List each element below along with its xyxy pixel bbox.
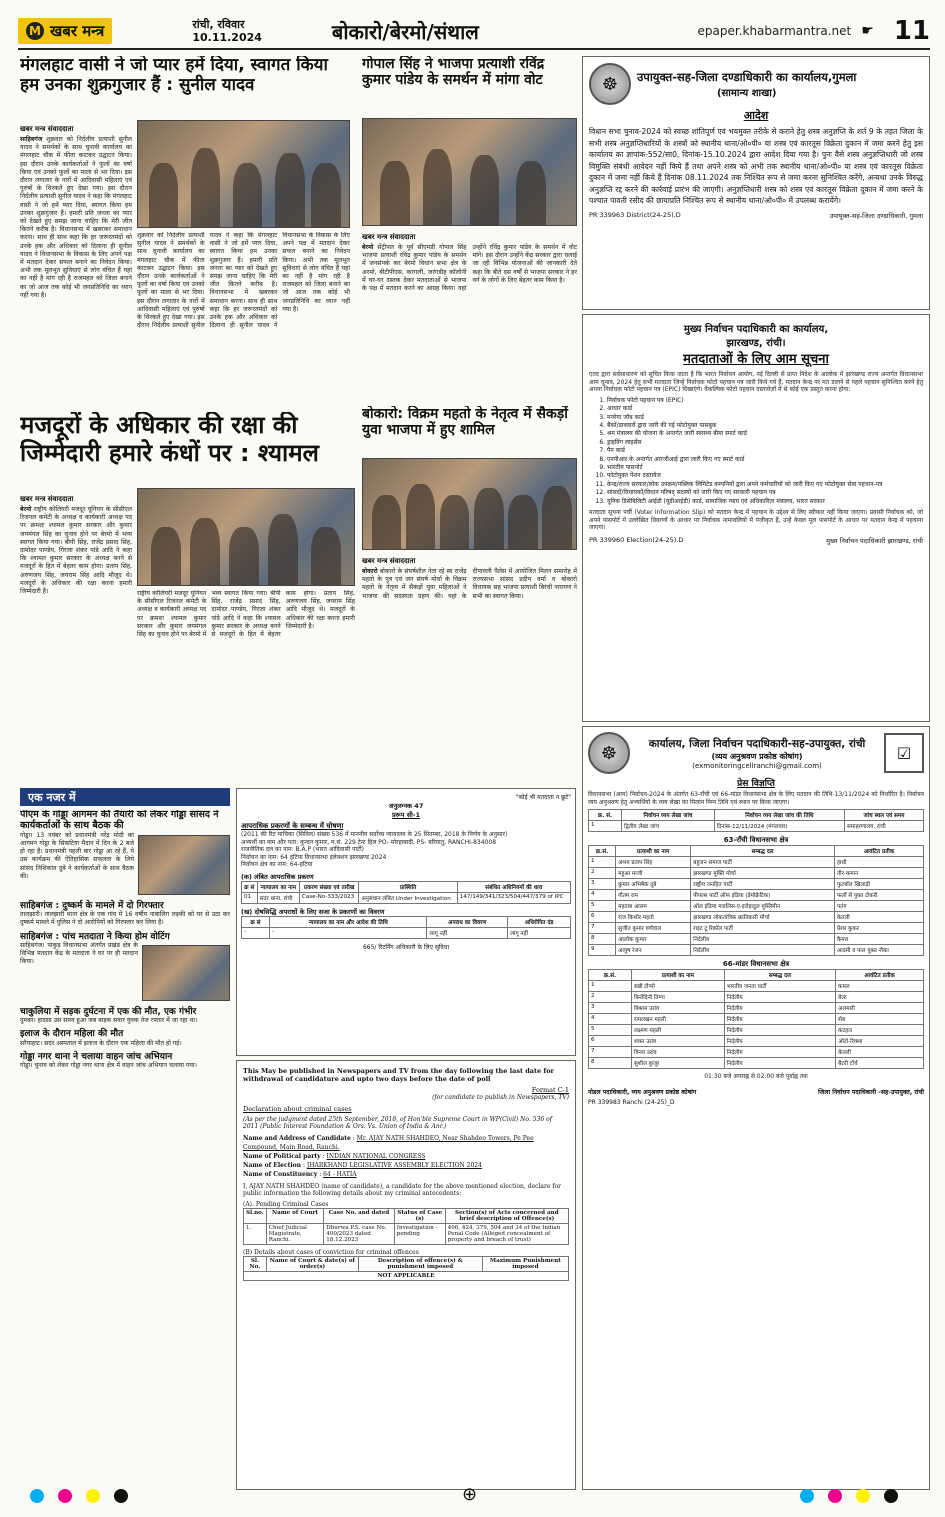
table-cell: सुशील कुजूर [632,1058,725,1069]
table-cell: राज किशोर महतो [616,912,691,923]
nazar-headline[interactable]: साहिबगंज : पांच मतदाता ने किया होम वोटिंग [20,931,170,942]
ceo-documents [607,397,923,506]
ceo-footer: मतदाता सूचना पर्ची (Voter Information Slip) को मतदान केन्द्र में पहचान के उद्देश्य से लिए स्वीकार नहीं किया जाएगा। प्रवासी निर्वाचक को, जो अपने पासपोर्ट में उल्लेखित विवरणों के आधार पर निर्वाचक नामावलियों में पंजीकृत हैं, उन्हें केवल मूल पासपोर्ट के आधार पर मतदान केन्द्र में पहचाना जाएगा। [589,509,923,532]
story1-text [20,122,132,412]
table-cell: निर्दलीय [691,934,835,945]
table-row [242,927,571,938]
ranchi-heading: प्रेस विज्ञप्ति [737,779,775,789]
table-cell: कमल [836,981,924,992]
section-title: बोकारो/बेरमो/संथाल [331,19,479,44]
table-cell: तीर-कमान [834,868,923,879]
table-cell: निर्दलीय [724,1036,836,1047]
ranchi-time-note: 01:30 बजे अपराह्न से 02:00 बजे पूर्वाह्न तक [704,1073,808,1081]
affidavit-table-a-title: (क) लंबित आपराधिक प्रकरण [241,872,314,881]
story1-text-2 [137,232,350,414]
nazar-body: सरैयाहाट। सदर अस्पताल में इलाज के दौरान एक महिला की मौत हो गई। [20,1039,182,1047]
table-cell: निर्दलीय [724,1047,836,1058]
nazar-headline[interactable]: पीएम के गोड्डा आगमन की तैयारी को लेकर गोड्डा सांसद ने कार्यकर्ताओं के साथ बैठक की [20,810,219,831]
table-cell: बिश्राम उरांव [632,1003,725,1014]
table-cell: कुमार अभिषेक दूबे [616,879,691,890]
table-cell: 3 [589,879,616,890]
nazar-item [20,1007,230,1026]
col-header: जांच स्थल एवं समय [845,810,924,821]
affidavit-constituency: निर्वाचन क्षेत्र का नाम: 64-हटिया [241,861,313,869]
nazar-headline[interactable]: गोड्डा नगर थाना ने चलाया वाहन जांच अभियान [20,1052,173,1063]
table-row [589,1025,924,1036]
brand-name: खबर मन्त्र [50,22,105,40]
story3-text-2 [137,590,355,782]
story4-headline-box [362,406,577,458]
nazar-body: गोड्डा। 13 नवंबर को प्रधानमंत्री नरेंद्र मोदी का आगमन गोड्डा के सिकटिया मैदान में दिन के 2 बजे हो रहा है। प्रधानमंत्री पहली बार गोड्डा आ रहे हैं, ये उस कार्यक्रम की ऐतिहासिक सफलता के लिये सांसद निशिकांत दुबे ने कार्यकर्ताओं के साथ बैठक की। [20,831,134,880]
crosshair-icon: ⊕ [462,1484,478,1505]
table-cell: अभय प्रताप सिंह [616,857,691,868]
table-cell: निर्दलीय [724,1058,836,1069]
table-cell: 6 [589,1036,632,1047]
table-cell: झारखण्ड लोकतांत्रिक क्रांतिकारी मोर्चा [691,912,835,923]
brand-icon: M [26,22,44,40]
c1-not-applicable: NOT APPLICABLE [244,1272,569,1281]
table-cell: पतंग [834,901,923,912]
list-item: 6. ड्राइविंग लाइसेंस [607,439,923,447]
story3-headline[interactable]: मजदूरों के अधिकार की रक्षा की जिम्मेदारी हमारे कंधों पर : श्यामल [20,412,319,467]
table-row [589,868,924,879]
c63-table [588,845,924,956]
table-cell: 1. [244,1224,267,1245]
list-item: 3. मनरेगा जॉब कार्ड [607,414,923,422]
affidavit-election: निर्वाचन का नाम: 64 हटिया विधानसभा इलेक्शन झारखण्ड 2024 [241,853,387,861]
affidavit-name: अभ्यर्थी का नाम और पता: कुन्दन कुमार, म.सं. 229 टेन्ट हिल PO- मोरहाबादी, PS- बरियातु, RANCHI-834008 [241,838,497,846]
table-row [589,934,924,945]
c66-table [588,969,924,1069]
table-row [589,992,924,1003]
ranchi-subtitle: (व्यय अनुश्रवण प्रकोष्ठ कोषांग) [711,751,803,761]
affidavit-table-b [241,916,571,939]
table-cell: Case-No-333/2023 [299,892,359,903]
c1-party-label: Name of Political party [243,1153,321,1160]
ranchi-signature-left: नोडल पदाधिकारी, व्यय अनुश्रवण प्रकोष्ठ कोषांग [588,1088,697,1096]
story4-text [362,554,577,782]
table-row [589,945,924,956]
table-cell: भारतीय जनता पार्टी [724,981,836,992]
list-item: 9. भारतीय पासपोर्ट [607,464,923,472]
ranchi-notice [582,726,930,1490]
pointer-icon: ☛ [861,23,874,39]
table-cell: 7 [589,923,616,934]
table-cell: - [270,927,427,938]
list-item: 11. केन्द्र/राज्य सरकार/लोक उपक्रम/पब्लिक लिमिटेड कम्पनियों द्वारा अपने कर्मचारियों को जारी किए गए फोटोयुक्त सेवा पहचान-पत्र [607,481,923,489]
col-header: Case No. and dated [324,1209,395,1224]
col-header: Section(s) of Acts concerned and brief description of Offence(s) [445,1209,568,1224]
c1-name-value: Mr. AJAY NATH SHAHDEO, Near Shahdeo Towers, Pe Pee Compound, Main Road, Ranchi. [243,1135,534,1151]
table-cell: गौतम राम [616,890,691,901]
table-row [589,912,924,923]
table-cell: प्रेशर कुकर [834,923,923,934]
col-header: Status of Case (s) [394,1209,445,1224]
table-cell: फलों से युक्त टोकरी [834,890,923,901]
col-header: Name of Court [266,1209,323,1224]
nazar-photo [142,945,230,1001]
table-cell: 8 [589,934,616,945]
ceo-intro: एतद द्वारा सर्वसाधारण को सूचित किया जाता है कि भारत निर्वाचन आयोग, नई दिल्ली से प्राप्त निदेश के आलोक में झारखण्ड राज्य अन्तर्गत विधानसभा आम चुनाव, 2024 हेतु सभी मतदाता जिन्हें निर्वाचक फोटो पहचान पत्र जारी किये गये हैं, मतदान केन्द्र पर मत डालने से पहले पहचान सुनिश्चित करने हेतु अपना निर्वाचक फोटो पहचान पत्र (EPIC) दिखाएंगे। वैकल्पिक फोटो पहचान दस्तावेज़ों में से कोई एक प्रस्तुत करना होगा: [589,371,923,394]
table-cell: लागू नहीं [508,927,571,938]
nazar-body: तालझारी। तालझारी थाना क्षेत्र के एक गांव में 16 वर्षीय नाबालिग लड़की को घर से उठा कर दुष्कर्म मामले में पुलिस ने दो आरोपियों को गिरफ्तार कर लिया है। [20,911,230,927]
table-cell: 1 [589,821,622,832]
table-cell: निर्दलीय [724,1025,836,1036]
col-header: आवंटित प्रतीक [836,970,924,981]
story3-dateline: बेरमो [20,506,32,513]
nazar-label: एक नजर में [20,788,230,806]
table-row [589,1003,924,1014]
magenta-mark [58,1489,72,1503]
ceo-title-2: झारखण्ड, रांची। [726,338,786,349]
nazar-headline[interactable]: साहिबगंज : दुष्कर्म के मामले में दो गिरफ्तार [20,900,164,911]
c1-const-value: 64 - HATIA [323,1171,357,1178]
col-header: प्रास्थिति [359,881,457,892]
table-row [589,923,924,934]
table-cell: राइट टू रिकॉल पार्टी [691,923,835,934]
story4-photo [362,458,577,550]
table-cell: हाथी [834,857,923,868]
story2-text [362,230,577,402]
col-header: प्रत्याशी का नाम [616,846,691,857]
list-item: 4. बैंकों/डाकघरों द्वारा जारी की गई फोटोयुक्त पासबुक [607,422,923,430]
table-cell: निर्दलीय [724,1003,836,1014]
table-cell: दिनांक-12/11/2024 (मंगलवार) [714,821,844,832]
story4-byline: खबर मन्त्र संवाददाता [362,557,416,565]
table-cell: 7 [589,1047,632,1058]
list-item: 8. एनपीआर के अन्तर्गत आरजीआई द्वारा जारी किए गए स्मार्ट कार्ड [607,456,923,464]
table-row [589,890,924,901]
table-row [589,879,924,890]
table-cell: बैटरी टॉर्च [836,1058,924,1069]
gumla-title: उपायुक्त-सह-जिला दण्डाधिकारी का कार्यालय,गुमला [637,69,857,84]
ranchi-schedule-table [588,809,924,832]
nazar-headline[interactable]: इलाज के दौरान महिला की मौत [20,1029,124,1040]
col-header: Name of Court & date(s) of order(s) [266,1257,358,1272]
col-header: संबंधित अधिनियमों की धारा [457,881,570,892]
epaper-link[interactable]: epaper.khabarmantra.net [697,24,852,38]
story2-byline: खबर मन्त्र संवाददाता [362,233,416,241]
col-header: सम्बद्ध दल [691,846,835,857]
c1-conviction-table [243,1256,569,1281]
nazar-item [20,901,230,928]
story3-byline: खबर मन्त्र संवाददाता [20,495,74,503]
table-cell: ऑटो-रिक्शा [836,1036,924,1047]
story1-headline[interactable]: मंगलहाट वासी ने जो प्यार हमें दिया, स्वागत किया हम उनका शुक्रगुजार हैं : सुनील यादव [20,56,328,95]
nazar-item [20,1029,230,1048]
table-cell: 3 [589,1003,632,1014]
c1-declaration: Declaration about criminal cases [243,1105,352,1113]
col-header: क्र.सं. [589,846,616,857]
affidavit-party: राजनीतिक दल का नाम: B.A.P (भारत आदिवासी पार्टी) [241,846,364,854]
col-header: आवंटित प्रतीक [834,846,923,857]
gumla-pr-number: PR 339963 District(24-25).D [589,210,681,219]
table-cell: - [242,927,270,938]
affidavit-table-b-title: (ख) दोषसिद्धि अपराधों के लिए सजा के प्रकरणों का विवरण [241,907,385,916]
table-row [589,1047,924,1058]
c1-sub: (for candidate to publish in Newspapers, TV) [432,1094,569,1101]
table-cell: निर्दलीय [691,945,835,956]
c1-conviction-title: (B) Details about cases of conviction for criminal offences [243,1249,419,1256]
table-cell: सेब [836,1014,924,1025]
ranchi-pr-number: PR 339983 Ranchi (24-25)_D [588,1098,675,1106]
table-row [589,901,924,912]
story2-body: सेंट्रीपल के पूर्व सीएमडी गोपाल सिंह भाजपा प्रत्याशी रविंद्र कुमार पांडेय के समर्थन में जनसंपर्क कर बेरमो विधान सभा क्षेत्र के अरमो, बीटीपीएस, करगली, जरंगडीह कॉलोनी में घर-घर दस्तक देकर मतदाताओं से भाजपा के पक्ष में मतदान करने का आग्रह किया। वहां उन्होंने रविंद्र कुमार पांडेय के समर्थन में वोट मांगे। इस दौरान उन्होंने केंद्र सरकार द्वारा चलाई जा रही विभिन्न योजनाओं की जानकारी देते कहा कि बीते दस वर्षों से भाजपा सरकार ने हर वर्ग के लोगों के लिए बेहतर काम किया है। [362,244,577,293]
table-cell: 4 [589,1014,632,1025]
table-cell: लक्ष्मण महली [632,1025,725,1036]
c1-party-value: INDIAN NATIONAL CONGRESS [326,1153,426,1160]
ceo-notice [582,314,930,722]
c1-format: Format C-1 [531,1086,569,1094]
gumla-signature: उपायुक्त-सह-जिला दण्डाधिकारी, गुमला [829,211,923,220]
table-cell: विनय उरांव [632,1047,725,1058]
c1-const-label: Name of Constituency [243,1171,318,1178]
nazar-item [20,1052,230,1071]
table-row [589,821,924,832]
table-cell: कटहल [836,1025,924,1036]
c1-details: Name and Address of Candidate : Mr. AJAY NATH SHAHDEO, Near Shahdeo Towers, Pe Pee Compound, Main Road, Ranchi. Name of Political party : INDIAN NATIONAL CONGRESS Name of Election : JHARKHAND LEGISLATIVE ASSEMBLY ELECTION 2024 Name of Constituency : 64 - HATIA [243,1135,534,1178]
story1-photo [137,120,350,228]
table-cell: 147/149/341/323/504/447/379 of IPC [457,892,570,903]
col-header: अधिरोपित दंड [508,916,571,927]
brand-logo [18,18,112,44]
table-cell: शंकर उरांव [632,1036,725,1047]
ranchi-intro: विधानसभा (आम) निर्वाचन-2024 के अंतर्गत 63-राँची एवं 66-मांडर विधानसभा क्षेत्र के लिए मतदान की तिथि-13/11/2024 को निर्धारित है। निर्वाचन व्यय अनुश्रवण हेतु अभ्यर्थियों के व्यय लेखा का मिलान निम्न तिथि एवं स्थान पर किया जाएगा। [588,791,924,806]
col-header: निर्वाचन व्यय लेखा जांच [622,810,715,821]
list-item: 13. यूनिक डिसेबिलिटी आईडी (यूडीआईडी) कार्ड, सामाजिक न्याय एवं अधिकारिता मंत्रालय, भारत सरकार [607,498,923,506]
c1-statement: I, AJAY NATH SHAHDEO (name of candidate), a candidate for the above mentioned election, declare for public information the following details about my criminal antecedents: [243,1183,562,1197]
affidavit-intro: (2011 की रिट याचिका (सिविल) संख्या 536 में माननीय सर्वोच्च न्यायालय के 25 सितम्बर, 2018 के निर्णय के अनुसार) [241,831,508,838]
affidavit-annexure: अनुलग्नक 47 [388,802,424,810]
page-header [18,14,930,50]
table-cell: 2 [589,992,632,1003]
city-day: रांची, रविवार [192,18,245,31]
page-number: 11 [893,16,930,46]
table-cell: सन्नी टोप्पो [632,981,725,992]
table-cell: बिनोदिनी तिग्गा [632,992,725,1003]
list-item: 2. आधार कार्ड [607,405,923,413]
table-cell: निर्दलीय [724,1014,836,1025]
story2-photo [362,118,577,226]
affidavit-table-a [241,881,571,904]
ceo-pr-number: PR 339960 Election(24-25).D [589,535,684,544]
nazar-body: दुमका। हादसा उस समय हुआ जब बाइक सवार युवक तेज रफ्तार में जा रहा था। [20,1017,198,1025]
c1-pending-table [243,1208,569,1245]
nazar-item [20,932,230,967]
magenta-mark [828,1489,842,1503]
story3-photo [137,488,355,586]
story1-headline-box [20,56,350,116]
ceo-signature: मुख्य निर्वाचन पदाधिकारी झारखण्ड, रांची [826,536,923,545]
yellow-mark [856,1489,870,1503]
ceo-title-1: मुख्य निर्वाचन पदाधिकारी का कार्यालय, [683,324,829,335]
col-header: न्यायालय का नाम और आदेश की तिथि [270,916,427,927]
table-cell: राष्ट्रीय जनहित पार्टी [691,879,835,890]
affidavit-footer: 665/ रिटर्निंग अधिकारी के लिए सुविधा [362,943,450,951]
story3-headline-box [20,412,355,484]
story3-text [20,492,132,782]
table-cell: लागू नहीं [427,927,508,938]
table-cell: बेल्ट [836,992,924,1003]
list-item: 7. पैन कार्ड [607,447,923,455]
cyan-mark [800,1489,814,1503]
col-header: क्र. सं. [589,810,622,821]
table-row [242,892,571,903]
col-header: क्र सं [242,881,258,892]
table-cell: निर्दलीय [724,992,836,1003]
format-c1-notice [236,1060,576,1490]
table-row [244,1224,569,1245]
gumla-heading: आदेश [743,109,769,122]
c1-name-label: Name and Address of Candidate [243,1135,351,1142]
story3-body-cont: राष्ट्रीय कोलियरी मजदूर यूनियन के सीसीएल रिजनल कमेटी के अध्यक्ष व कार्यकारी अध्यक्ष पद पर क्रमशः श्यामल कुमार सरकार और कुमार जयमंगल सिंह का चुनाव होने पर बेरमो में भव्य स्वागत किया गया। बीपी सिंह, राजेंद्र प्रसाद सिंह, दामोदर पाण्डेय, गिरजा शंकर पांडे आदि ने कहा कि श्यामल कुमार सरकार के अध्यक्ष बनने से मजदूरों के हित में बेहतर काम होगा। प्रताप सिंह, अरुणजय सिंह, जयराम सिंह आदि मौजूद थे। मजदूरों के अधिकार की रक्षा करना हमारी जिम्मेदारी है। [137,590,355,639]
table-cell: आदमी व पाल युक्त नौका [834,945,923,956]
table-cell: 2 [589,868,616,879]
table-row [589,1014,924,1025]
gumla-subtitle: (सामान्य शाखा) [716,87,777,99]
table-cell: रामलखन महली [632,1014,725,1025]
table-cell: आलोक कुमार [616,934,691,945]
table-cell: 4 [589,890,616,901]
col-header: प्रकरण संख्या एवं तारीख [299,881,359,892]
story4-body: बोकारो के संघर्षशील नेता रहे स्व राजेंद्र महतो के पुत्र एवं जन संघर्ष मोर्चा के विक्रम महतो के नेतृत्व में सैकड़ों युवा महिलाओं ने भाजपा की सदस्यता ग्रहण की। यहां के दीपावली पैलेस में आयोजित मिलन समारोह में राज्यसभा सांसद प्रदीप वर्मा व बोकारो विधायक सह भाजपा प्रत्याशी बिरंची नारायण ने सभी का स्वागत किया। [362,568,577,600]
table-cell: समाहरणालय, रांची [845,821,924,832]
table-row [589,981,924,992]
table-cell: केतली [836,1047,924,1058]
table-cell: झारखण्ड मुक्ति मोर्चा [691,868,835,879]
story4-headline[interactable]: बोकारो: विक्रम महतो के नेतृत्व में सैकड़ों युवा भाजपा में हुए शामिल [362,406,568,439]
nazar-body: साहिबगंज। पाकुड़ विधानसभा अंतर्गत प्रखंड क्षेत्र के विभिन्न मतदान केंद्र के मतदाता ने घर पर ही मतदान किया। [20,941,138,966]
c63-title: 63-राँची विधानसभा क्षेत्र [723,836,789,845]
story1-byline: खबर मन्त्र संवाददाता [20,125,74,133]
c1-heading: This May be published in Newspapers and TV from the day following the last date for withdrawal of candidature and upto two days before the date of poll [243,1067,554,1083]
table-cell: 1 [589,857,616,868]
col-header: Maximum Punishment imposed [482,1257,568,1272]
black-mark [114,1489,128,1503]
table-cell: अलमारी [836,1003,924,1014]
list-item: 5. श्रम मंत्रालय की योजना के अन्तर्गत जारी स्वास्थ्य बीमा स्मार्ट कार्ड [607,430,923,438]
table-cell: ऑल इंडिया मजलिस-ए-इत्तेहादुल मुस्लिमीन [691,901,835,912]
table-cell: 5 [589,1025,632,1036]
col-header: निर्वाचन व्यय लेखा जांच की तिथि [714,810,844,821]
c1-judgment: (As per the judgment dated 25th September, 2018, of Hon'ble Supreme Court in WP(Civil) No. 536 of 2011 (Public Interest Foundation & Ors. Vs. Union of India & Anr.) [243,1116,552,1130]
table-cell: द्वितीय लेखा जांच [622,821,715,832]
list-item: 12. सांसदों/विधायकों/विधान परिषद् सदस्यों को जारी किए गए सरकारी पहचान पत्र [607,489,923,497]
ballot-icon: ☑ [884,733,924,773]
affidavit-notice [236,788,576,1056]
ranchi-signature-right: जिला निर्वाचन पदाधिकारी -सह-उपायुक्त, रांची [818,1088,924,1096]
col-header: क्र सं [242,916,270,927]
story2-dateline: बेरमो [362,244,374,251]
table-cell: कैमरा [834,934,923,945]
story1-body-cont: शुक्रवार को निर्दलीय प्रत्याशी सुनील यादव ने समर्थकों के साथ चुनावी कार्यालय का मंगलहाट चौक में फीता काटकर उद्घाटन किया। इस दौरान उनके कार्यकर्ताओं ने फूलों का वर्षा किया एवं उनको फूलों का माला से भर दिया। इस दौरान लगातार के नारों में आदिवासी महिलाएं एवं पुरुषों के थिरकते हुए देखा गया। इस दौरान निर्दलीय प्रत्याशी सुनील यादव ने कहा कि मंगलहाट वासी ने जो हमें प्यार दिया, स्वागत किया हम उनका शुक्रगुजार हैं। हमारी प्रति जनता का प्यार को देखते हुए समझ जाना चाहिए कि मेरी जीत कितने करीब है। विधानसभा में खबरकर समाधान करना। साथ ही साथ कहा कि हर जरूरतमंदों को उनके हक और अधिकार को दिलाना ही सुनील यादव ने विधानसभा के विकास के लिए अपने पक्ष में मतदान देकर सफल बनाने का निवेदन किया। अभी तक मूलभूत सुविधाएं से लोग वंचित हैं यहां का नहीं है मांग रही है राजमहल को जिला बनाने का जो आज तक कोई भी जनप्रतिनिधि का ध्यान नहीं गया है। [137,232,350,330]
story2-headline-box [362,56,577,116]
table-cell: सदर थाना, रांची [257,892,299,903]
story1-dateline: साहिबगंज [20,136,43,143]
story1-body: शुक्रवार को निर्दलीय प्रत्याशी सुनील यादव ने समर्थकों के साथ चुनावी कार्यालय का मंगलहाट चौक में फीता काटकर उद्घाटन किया। इस दौरान उनके कार्यकर्ताओं ने फूलों का वर्षा किया एवं उनको फूलों का माला से भर दिया। इस दौरान लगातार के नारों में आदिवासी महिलाएं एवं पुरुषों के थिरकते हुए देखा गया। इस दौरान निर्दलीय प्रत्याशी सुनील यादव ने कहा कि मंगलहाट वासी ने जो हमें प्यार दिया, स्वागत किया हम उनका शुक्रगुजार हैं। हमारी प्रति जनता का प्यार को देखते हुए समझ जाना चाहिए कि मेरी जीत कितने करीब है। विधानसभा में खबरकर समाधान करना। साथ ही साथ कहा कि हर जरूरतमंदों को उनके हक और अधिकार को दिलाना ही सुनील यादव ने विधानसभा के विकास के लिए अपने पक्ष में मतदान देकर सफल बनाने का निवेदन किया। अभी तक मूलभूत सुविधाएं से लोग वंचित हैं यहां का नहीं है मांग रही है राजमहल को जिला बनाने का जो आज तक कोई भी जनप्रतिनिधि का ध्यान नहीं गया है। [20,136,132,299]
ranchi-title: कार्यालय, जिला निर्वाचन पदाधिकारी-सह-उपायुक्त, रांची [648,737,866,750]
table-cell: आयुष रंजन [616,945,691,956]
table-row [589,857,924,868]
table-cell: फुटबॉल खिलाड़ी [834,879,923,890]
table-cell: 5 [589,901,616,912]
col-header: सम्बद्ध दल [724,970,836,981]
table-cell: 6 [589,912,616,923]
black-mark [884,1489,898,1503]
cyan-mark [30,1489,44,1503]
col-header: Sl.no. [244,1209,267,1224]
color-registration-marks [800,1489,898,1503]
nazar-body: गोड्डा। चुनाव को लेकर गोड्डा नगर थाना क्षेत्र में वाहन जांच अभियान चलाया गया। [20,1062,197,1070]
c1-pending-title: (A). Pending Criminal Cases [243,1201,329,1208]
color-registration-marks [30,1489,128,1503]
col-header: अपराध का विवरण [427,916,508,927]
c1-election-value: JHARKHAND LEGISLATIVE ASSEMBLY ELECTION 2024 [306,1162,482,1169]
gumla-notice [582,56,930,310]
table-cell: 406, 424, 379, 504 and 34 of the Indian Penal Code (Alleged concealment of property and breach of trust) [445,1224,568,1245]
nazar-item [20,810,230,881]
state-emblem-icon: ☸ [588,732,630,774]
table-cell: बहुजन समाज पार्टी [691,857,835,868]
ceo-heading: मतदाताओं के लिए आम सूचना [683,352,829,367]
state-emblem-icon: ☸ [589,63,631,105]
affidavit-heading: आपराधिक प्रकरणों के सम्बन्ध में घोषणा [241,822,344,830]
col-header: प्रत्याशी का नाम [632,970,725,981]
table-cell: 1 [589,981,632,992]
c66-title: 66-मांडर विधानसभा क्षेत्र [722,960,790,969]
col-header: Sl. No. [244,1257,267,1272]
table-cell: महुआ माजी [616,868,691,879]
table-cell: महताब आलम [616,901,691,912]
table-cell: Investigation - pending [394,1224,445,1245]
story3-body: राष्ट्रीय कोलियरी मजदूर यूनियन के सीसीएल रिजनल कमेटी के अध्यक्ष व कार्यकारी अध्यक्ष पद पर क्रमशः श्यामल कुमार सरकार और कुमार जयमंगल सिंह का चुनाव होने पर बेरमो में भव्य स्वागत किया गया। बीपी सिंह, राजेंद्र प्रसाद सिंह, दामोदर पाण्डेय, गिरजा शंकर पांडे आदि ने कहा कि श्यामल कुमार सरकार के अध्यक्ष बनने से मजदूरों के हित में बेहतर काम होगा। प्रताप सिंह, अरुणजय सिंह, जयराम सिंह आदि मौजूद थे। मजदूरों के अधिकार की रक्षा करना हमारी जिम्मेदारी है। [20,506,132,596]
table-cell: पीपल्स पार्टी ऑफ इंडिया (डेमोक्रेटिक) [691,890,835,901]
table-cell: सुजीत कुमार वर्णवाल [616,923,691,934]
col-header: न्यायालय का नाम [257,881,299,892]
story2-headline[interactable]: गोपाल सिंह ने भाजपा प्रत्याशी रविंद्र कुमार पांडेय के समर्थन में मांगा वोट [362,56,545,89]
nazar-column [20,810,230,1490]
date: 10.11.2024 [192,31,262,44]
table-cell: 9 [589,945,616,956]
ranchi-email[interactable]: (exmonitoringcellranchi@gmail.com) [692,761,822,770]
col-header: Description of offence(s) & punishment imposed [358,1257,482,1272]
table-cell: 01 [242,892,258,903]
list-item: 10. फोटोयुक्त पेंशन दस्तावेज [607,472,923,480]
affidavit-stamp: "कोई भी मतदाता न छूटे" [515,794,571,801]
yellow-mark [86,1489,100,1503]
col-header: क्र.सं. [589,970,632,981]
affidavit-format: प्ररूप सी-1 [391,811,420,819]
table-row [244,1272,569,1281]
gumla-body: विधान सभा चुनाव-2024 को स्वच्छ शांतिपूर्ण एवं भयमुक्त तरीके से कराने हेतु शस्त्र अनुज्ञप्ति के शर्त 9 के तहत जिला के सभी शस्त्र अनुज्ञप्तिधारियों के शस्त्रों को स्थानीय थाना/ओ०पी० या शस्त्र एवं कारतूस विक्रेता दुकान में जमा करने हेतु इस कार्यालय का ज्ञापांक-552/सा0, दिनांक-15.10.2024 द्वारा आदेश दिया गया है। पुनः वैसे शस्त्र अनुज्ञप्तिधारी जो शस्त्र विमुक्ति संबंधी आवेदन नहीं किये हैं तथा अपने शस्त्र को अभी तक स्थानीय थाना/ओ०पी० या शस्त्र एवं कारतूस विक्रेता दुकान में जमा नहीं किये हैं दिनांक 08.11.2024 तक निश्चित रूप से जमा करना सुनिश्चित करेंगे, अन्यथा उनके विरुद्ध अनुज्ञप्ति रद्द करने की कार्रवाई प्रारंभ की जाएगी। अनुज्ञप्तिधारी शस्त्र को शस्त्र एवं कारतूस विक्रेता दुकान में जमा करने के पश्चात पावती रसीद की छायाप्रति निश्चित रूप से स्थानीय थाना/ओ०पी० में उपलब्ध करायेंगे। [589,127,923,205]
table-cell: केतली [834,912,923,923]
table-cell: Dhurwa P.S. case No. 400/2023 dated 18.12.2023 [324,1224,395,1245]
table-cell: Chief Judicial Magistrate, Ranchi. [266,1224,323,1245]
dateline [192,18,262,44]
table-cell: अनुसंधान लंबित Under Investigation [359,892,457,903]
nazar-photo [138,835,230,895]
story4-dateline: बोकारो [362,568,378,575]
table-row [589,1036,924,1047]
table-cell: 8 [589,1058,632,1069]
table-row [589,1058,924,1069]
nazar-headline[interactable]: चाकुलिया में सड़क दुर्घटना में एक की मौत, एक गंभीर [20,1006,197,1017]
c1-election-label: Name of Election [243,1162,302,1169]
list-item: 1. निर्वाचक फोटो पहचान पत्र (EPIC) [607,397,923,405]
